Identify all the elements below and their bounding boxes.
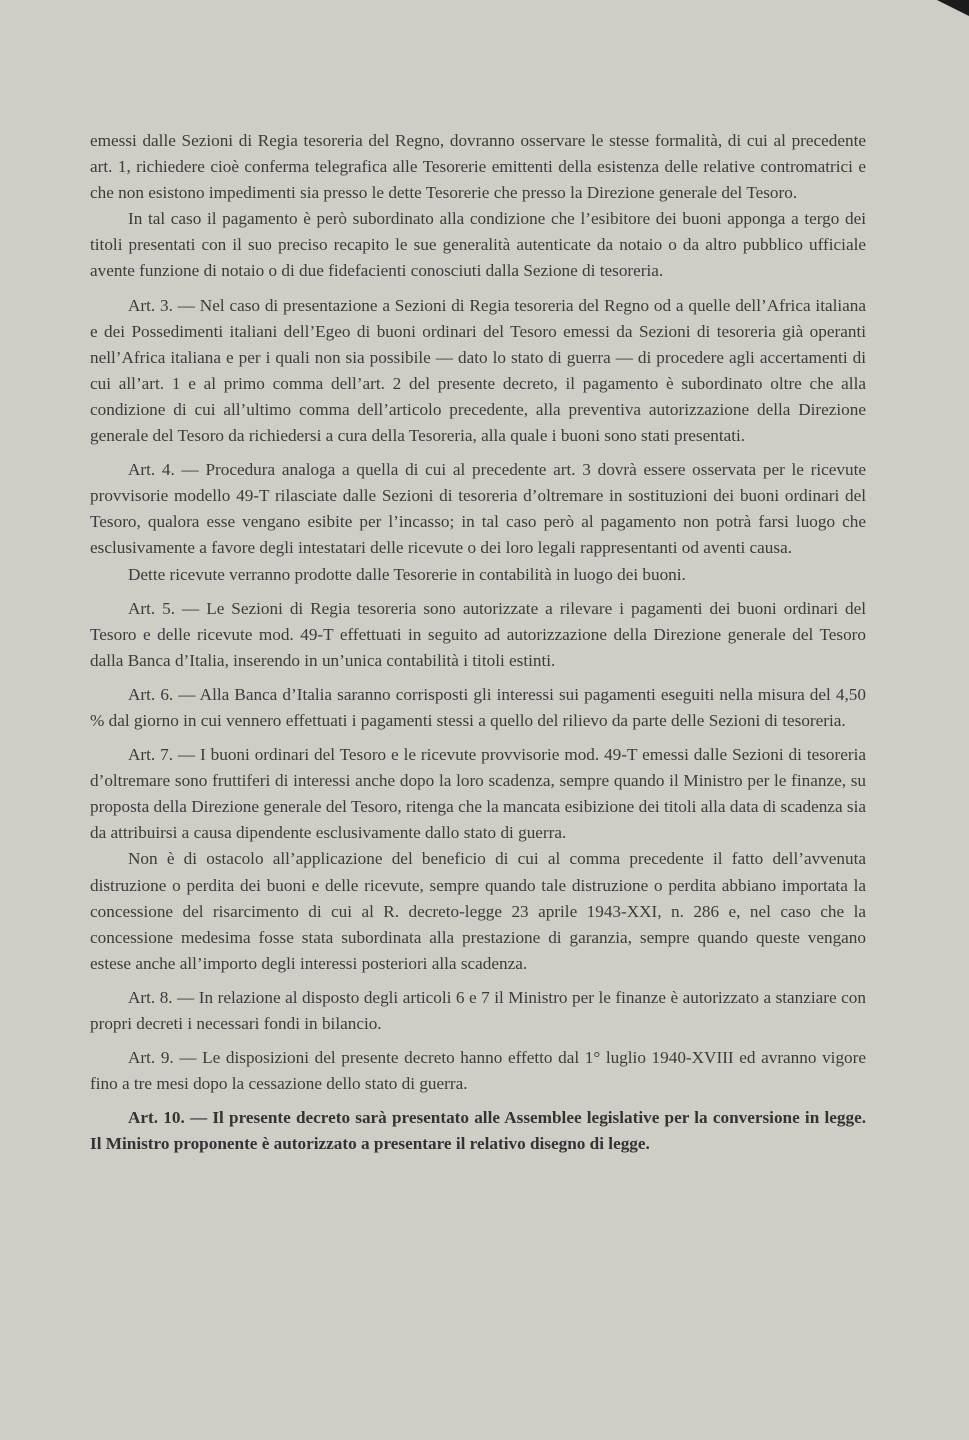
document-body: [90, 128, 866, 1157]
paragraph-payment-condition: In tal caso il pagamento è però subordinato alla condizione che l’esibitore dei buoni apponga a tergo dei titoli presentati con il suo preciso recapito le sue generalità autenticate da notaio o da altro pubblico ufficiale avente funzione di notaio o di due fidefacienti conosciuti dalla Sezione di tesoreria.: [90, 209, 866, 281]
paragraph-continuation: emessi dalle Sezioni di Regia tesoreria del Regno, dovranno osservare le stesse formalità, di cui al precedente art. 1, richiedere cioè conferma telegrafica alle Tesorerie emittenti della esistenza delle relative contromatrici e che non esistono impedimenti sia presso le dette Tesorerie che presso la Direzione generale del Tesoro.: [90, 131, 866, 203]
paragraph-art-4-receipts: Dette ricevute verranno prodotte dalle Tesorerie in contabilità in luogo dei buoni.: [128, 564, 686, 584]
paragraph-art-3: Art. 3. — Nel caso di presentazione a Sezioni di Regia tesoreria del Regno od a quelle dell’Africa italiana e dei Possedimenti italiani dell’Egeo di buoni ordinari del Tesoro emessi da Sezioni di tesoreria già operanti nell’Africa italiana e per i quali non sia possibile — dato lo stato di guerra — di procedere agli accertamenti di cui all’art. 1 e al primo comma dell’art. 2 del presente decreto, il pagamento è subordinato oltre che alla condizione di cui all’ultimo comma dell’articolo precedente, alla preventiva autorizzazione della Direzione generale del Tesoro da richiedersi a cura della Tesoreria, alla quale i buoni sono stati presentati.: [90, 295, 866, 446]
paragraph-art-6: Art. 6. — Alla Banca d’Italia saranno corrisposti gli interessi sui pagamenti eseguiti nella misura del 4,50 % dal giorno in cui vennero effettuati i pagamenti stessi a quello del rilievo da parte delle Sezioni di tesoreria.: [90, 684, 866, 730]
paragraph-art-9: Art. 9. — Le disposizioni del presente decreto hanno effetto dal 1° luglio 1940-XVIII ed avranno vigore fino a tre mesi dopo la cessazione dello stato di guerra.: [90, 1048, 866, 1094]
paragraph-art-5: Art. 5. — Le Sezioni di Regia tesoreria sono autorizzate a rilevare i pagamenti dei buoni ordinari del Tesoro e delle ricevute mod. 49-T effettuati in seguito ad autorizzazione della Direzione generale del Tesoro dalla Banca d’Italia, inserendo in un’unica contabilità i titoli estinti.: [90, 598, 866, 670]
paragraph-art-7-second-comma: Non è di ostacolo all’applicazione del beneficio di cui al comma precedente il fatto dell’avvenuta distruzione o perdita dei buoni e delle ricevute, sempre quando tale distruzione o perdita abbiano importata la concessione del risarcimento di cui al R. decreto-legge 23 aprile 1943-XXI, n. 286 e, nel caso che la concessione medesima fosse stata subordinata alla prestazione di garanzia, sempre quando queste vengano estese anche all’importo degli interessi posteriori alla scadenza.: [90, 849, 866, 973]
paragraph-art-10: Art. 10. — Il presente decreto sarà presentato alle Assemblee legislative per la conversione in legge. Il Ministro proponente è autorizzato a presentare il relativo disegno di legge.: [90, 1108, 866, 1154]
paragraph-art-8: Art. 8. — In relazione al disposto degli articoli 6 e 7 il Ministro per le finanze è autorizzato a stanziare con propri decreti i necessari fondi in bilancio.: [90, 987, 866, 1033]
paragraph-art-4: Art. 4. — Procedura analoga a quella di cui al precedente art. 3 dovrà essere osservata per le ricevute provvisorie modello 49-T rilasciate dalle Sezioni di tesoreria d’oltremare in sostituzioni dei buoni ordinari del Tesoro, qualora esse vengano esibite per l’incasso; in tal caso però al pagamento non potrà farsi luogo che esclusivamente a favore degli intestatari delle ricevute o dei loro legali rappresentanti od aventi causa.: [90, 460, 866, 558]
paragraph-art-7: Art. 7. — I buoni ordinari del Tesoro e le ricevute provvisorie mod. 49-T emessi dalle Sezioni di tesoreria d’oltremare sono fruttiferi di interessi anche dopo la loro scadenza, sempre quando il Ministro per le finanze, su proposta della Direzione generale del Tesoro, ritenga che la mancata esibizione dei titoli alla data di scadenza sia da attribuirsi a causa dipendente esclusivamente dallo stato di guerra.: [90, 745, 866, 843]
page-corner-mark: [937, 0, 969, 16]
